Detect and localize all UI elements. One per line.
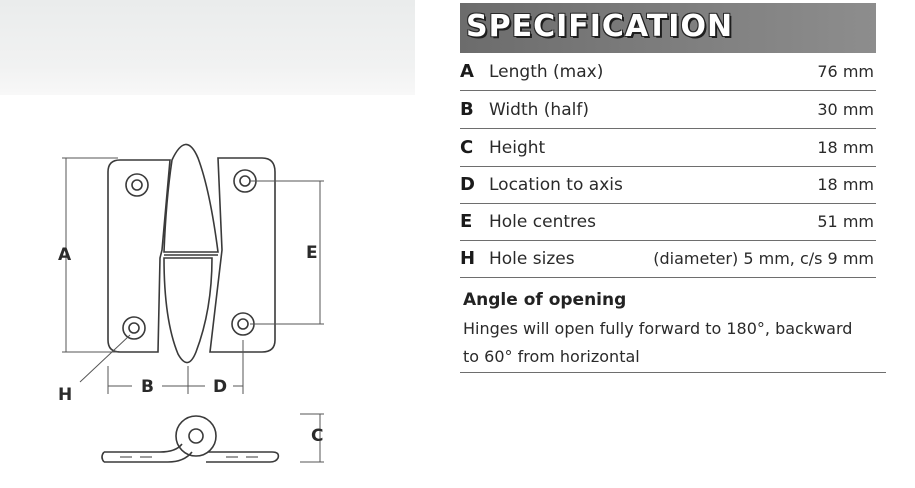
spec-row — [460, 129, 876, 167]
spec-label: Location to axis — [489, 175, 623, 195]
dimension-label-e: E — [306, 243, 318, 263]
knuckle-upper — [164, 144, 218, 252]
spec-letter: C — [460, 137, 474, 158]
angle-of-opening-title: Angle of opening — [463, 290, 627, 310]
dimension-label-c: C — [311, 426, 324, 446]
specification-panel — [460, 0, 876, 375]
spec-label: Width (half) — [489, 100, 589, 120]
spec-row — [460, 240, 876, 278]
side-profile — [102, 416, 278, 462]
spec-value: 51 mm — [817, 212, 874, 231]
spec-letter: H — [460, 248, 476, 269]
spec-label: Length (max) — [489, 62, 604, 82]
spec-row — [460, 203, 876, 241]
spec-label: Hole sizes — [489, 249, 575, 269]
dimension-label-b: B — [141, 377, 154, 397]
angle-text-line-2: to 60° from horizontal — [463, 347, 640, 366]
knuckle-lower — [164, 258, 212, 363]
hinge-drawing — [0, 95, 440, 488]
spec-label: Hole centres — [489, 212, 596, 232]
spec-value: 18 mm — [817, 138, 874, 157]
spec-row — [460, 53, 876, 91]
spec-letter: D — [460, 174, 475, 195]
right-leaf — [210, 158, 275, 352]
spec-row — [460, 91, 876, 129]
specification-header — [460, 3, 876, 53]
spec-letter: A — [460, 61, 474, 82]
angle-text-line-1: Hinges will open fully forward to 180°, backward — [463, 319, 853, 338]
scan-shade — [0, 0, 415, 95]
spec-letter: E — [460, 211, 473, 232]
spec-letter: B — [460, 99, 474, 120]
spec-value: (diameter) 5 mm, c/s 9 mm — [653, 249, 874, 268]
dimension-label-d: D — [213, 377, 228, 397]
spec-value: 18 mm — [817, 175, 874, 194]
hinge-svg — [0, 95, 440, 488]
angle-of-opening-text — [463, 315, 878, 371]
spec-value: 30 mm — [817, 100, 874, 119]
spec-label: Height — [489, 138, 546, 158]
dimension-label-a: A — [58, 245, 72, 265]
spec-value: 76 mm — [817, 62, 874, 81]
dimension-label-h: H — [58, 385, 73, 405]
bottom-rule — [460, 372, 886, 373]
specification-title: SPECIFICATION — [466, 9, 734, 44]
spec-row — [460, 166, 876, 204]
